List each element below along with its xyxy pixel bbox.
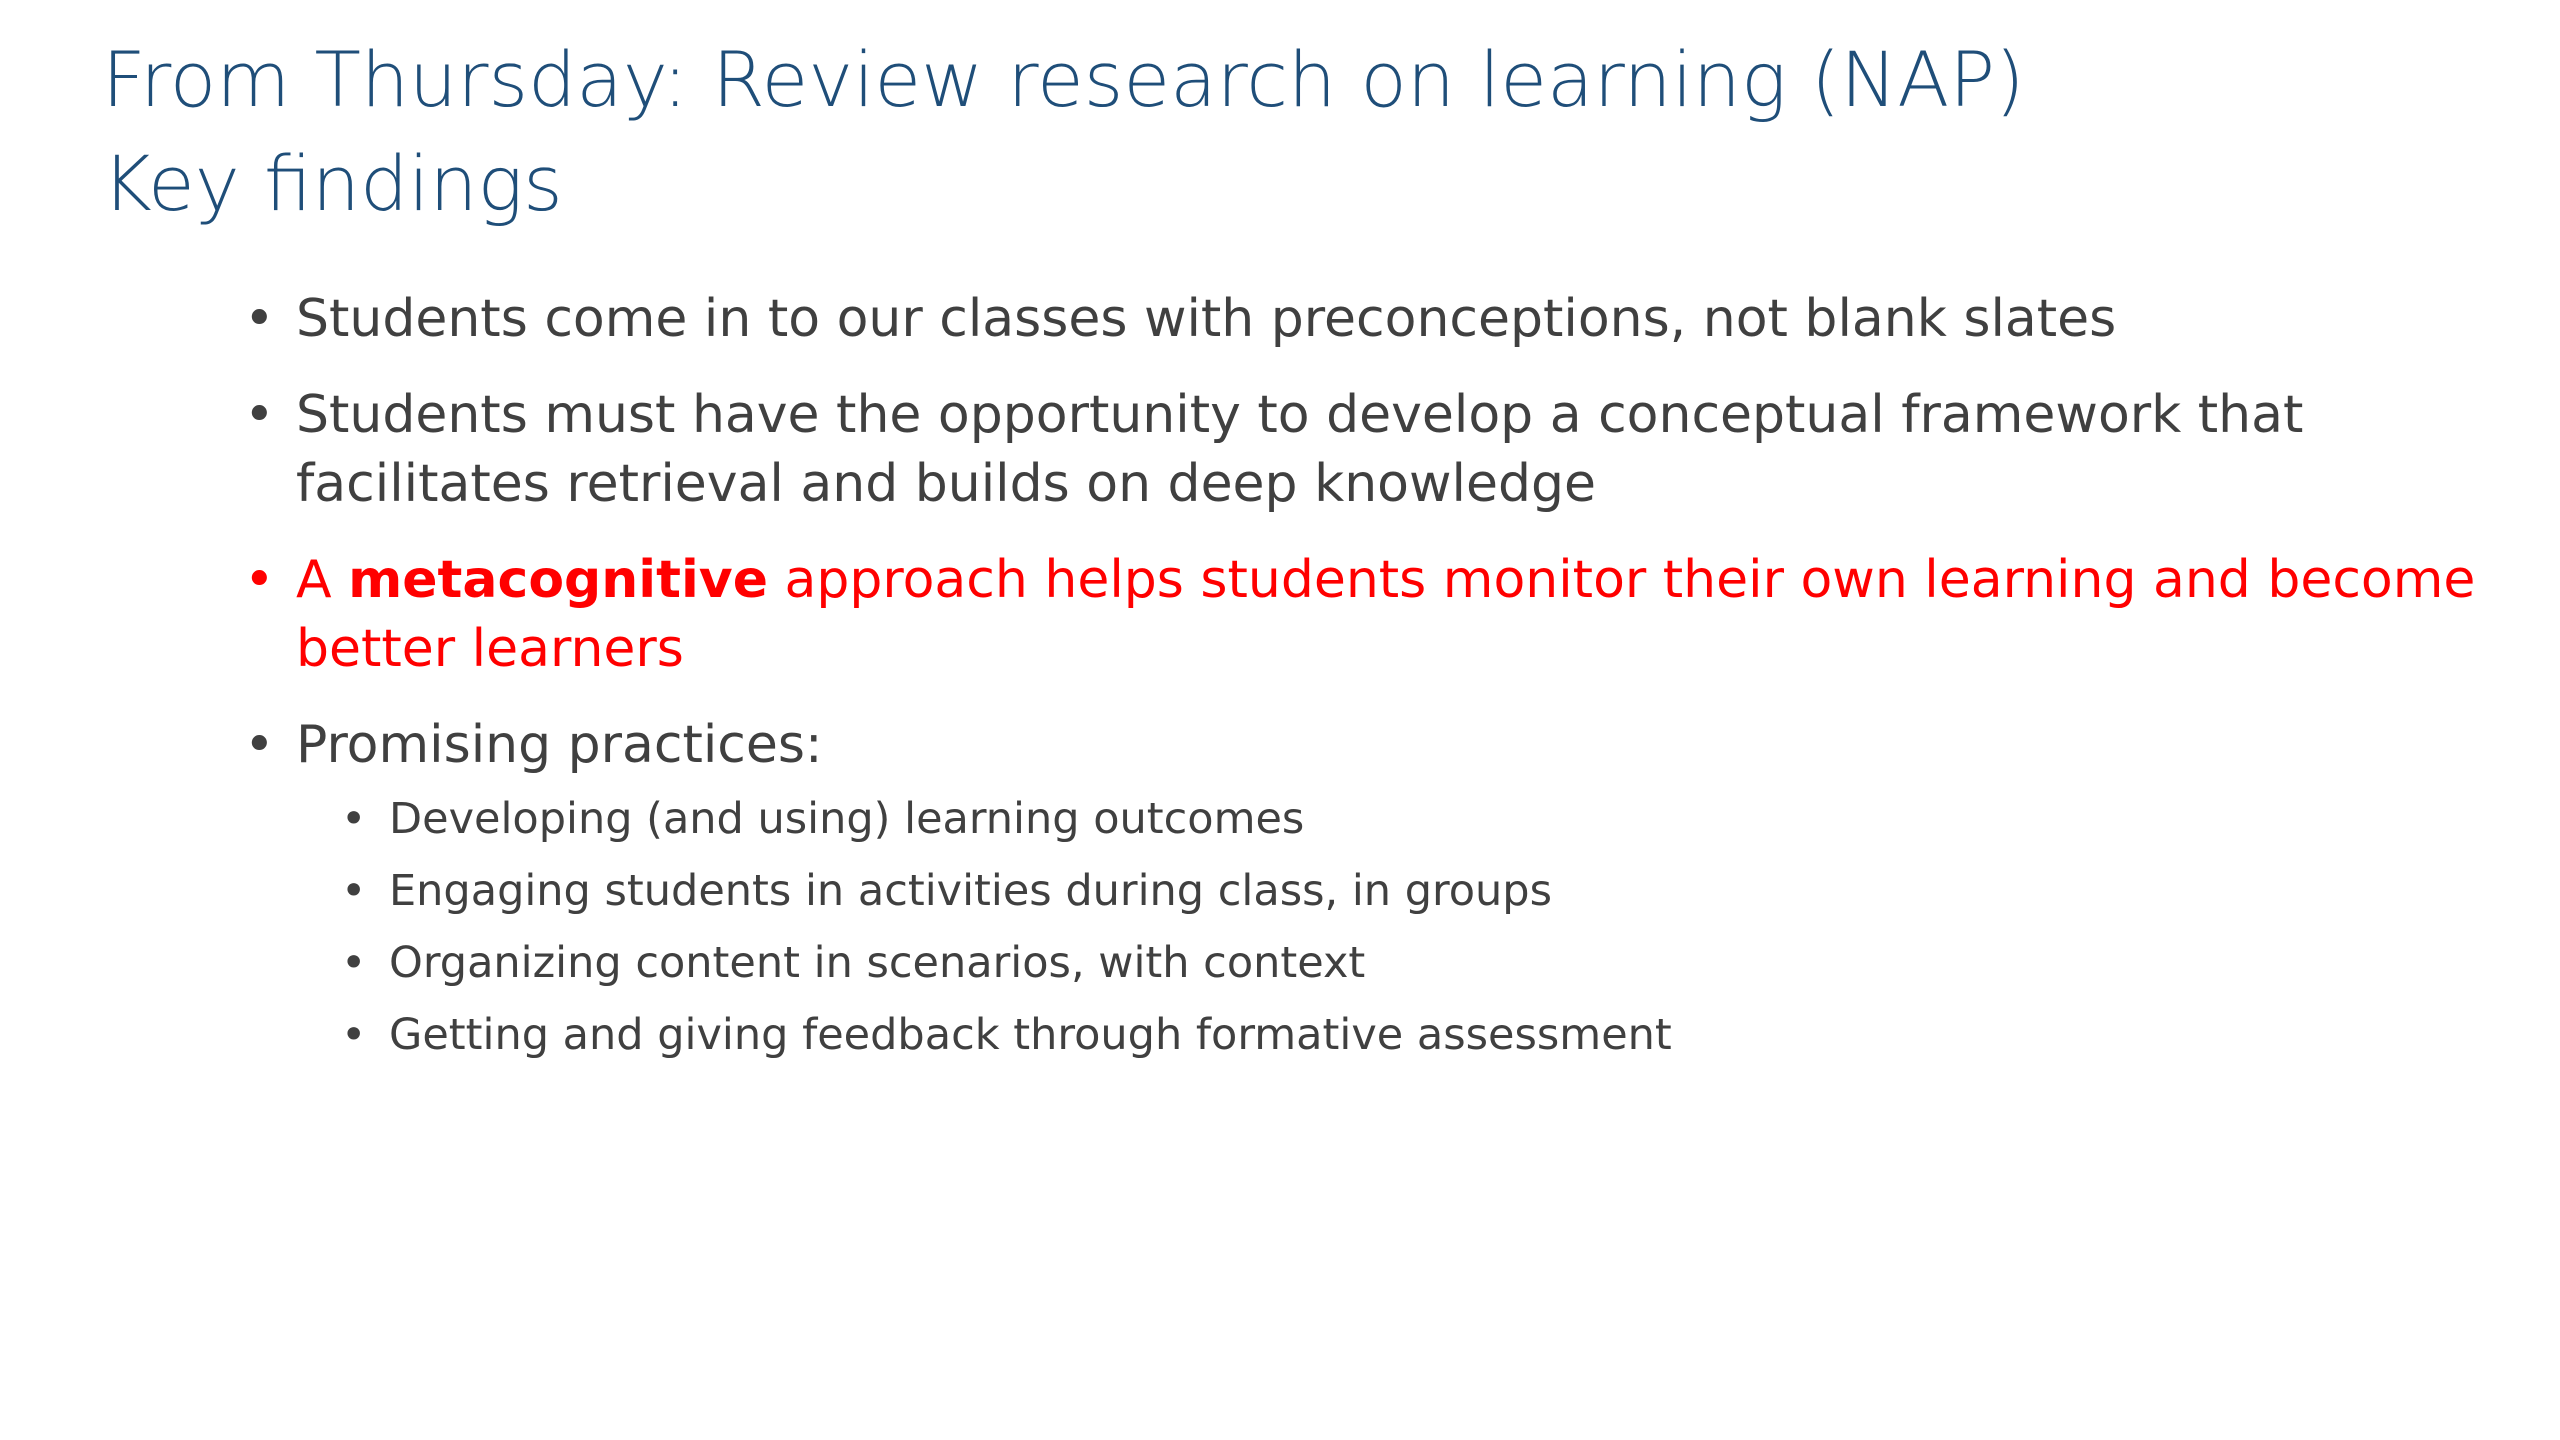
sub-bullet-list (341, 789, 2484, 1065)
title-line-1: From Thursday: Review research on learning (NAP) (102, 35, 2025, 124)
sub-bullet-scenarios (341, 933, 2484, 993)
sub-bullet-feedback (341, 1005, 2484, 1065)
slide-title (102, 28, 2402, 236)
sub-bullet-text: Organizing content in scenarios, with context (389, 938, 1366, 988)
bullet-promising-practices (244, 711, 2484, 1065)
bullet-text: Students come in to our classes with preconceptions, not blank slates (296, 289, 2117, 349)
bullet-list (244, 285, 2484, 1092)
sub-bullet-learning-outcomes (341, 789, 2484, 849)
bullet-dot: • (244, 715, 275, 775)
bullet-text: Students must have the opportunity to develop a conceptual framework that facilitates retrieval and builds on deep knowledge (296, 385, 2304, 514)
title-line-2: Key findings (102, 139, 563, 228)
bullet-text-prefix: A (296, 550, 349, 610)
bullet-metacognitive (244, 546, 2484, 684)
bullet-preconceptions (244, 285, 2484, 354)
sub-bullet-dot: • (341, 938, 367, 988)
sub-bullet-dot: • (341, 866, 367, 916)
bullet-text: Promising practices: (296, 715, 823, 775)
sub-bullet-text: Engaging students in activities during class, in groups (389, 866, 1552, 916)
sub-bullet-dot: • (341, 794, 367, 844)
bullet-text-bold: metacognitive (348, 550, 768, 610)
sub-bullet-dot: • (341, 1010, 367, 1060)
sub-bullet-activities (341, 861, 2484, 921)
bullet-text-suffix: approach helps students monitor their own learning and become better learners (296, 550, 2476, 679)
sub-bullet-text: Developing (and using) learning outcomes (389, 794, 1305, 844)
bullet-dot: • (244, 550, 275, 610)
bullet-conceptual-framework (244, 381, 2484, 519)
sub-bullet-text: Getting and giving feedback through formative assessment (389, 1010, 1672, 1060)
bullet-dot: • (244, 289, 275, 349)
bullet-dot: • (244, 385, 275, 445)
